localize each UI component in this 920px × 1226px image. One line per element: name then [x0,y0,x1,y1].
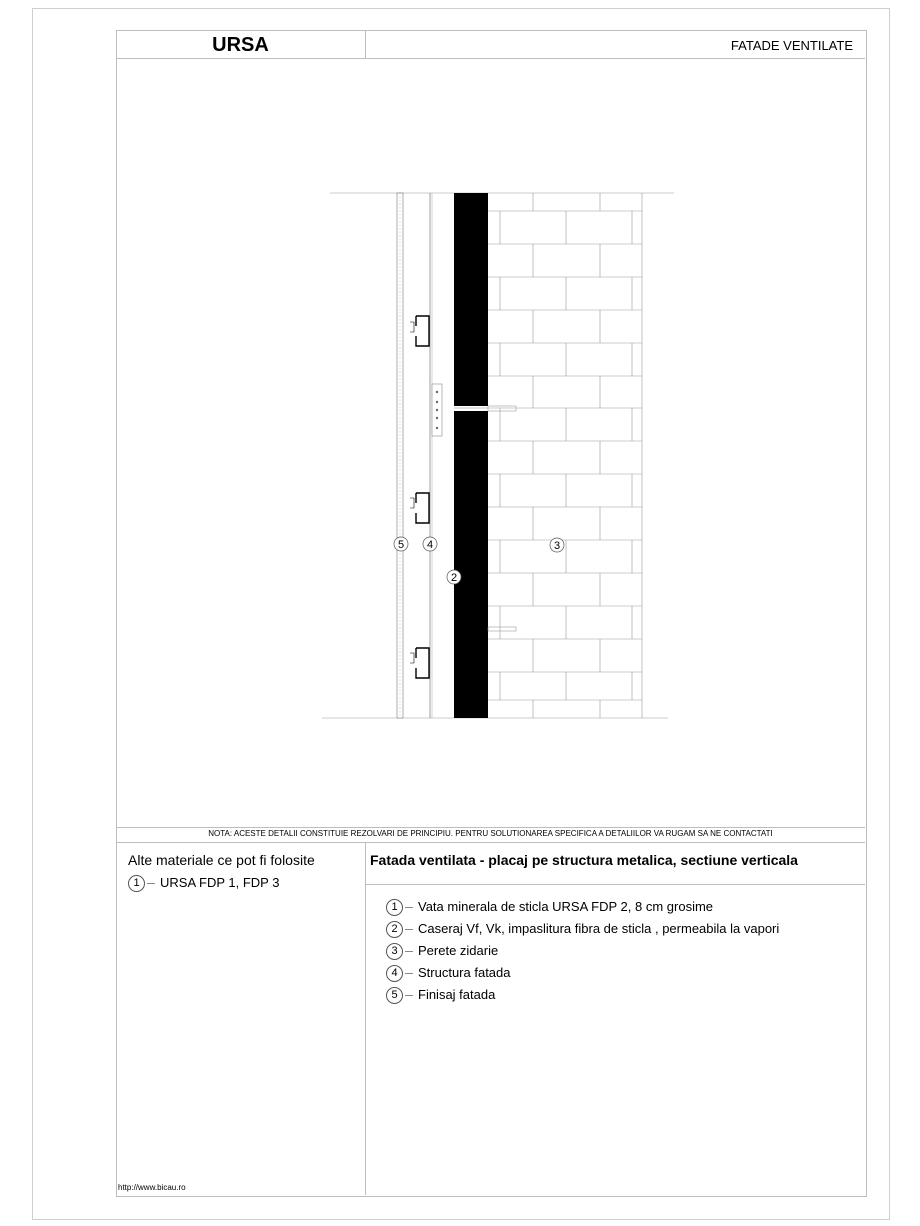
legend-item-1 [386,899,713,916]
note-bottom-divider [116,842,865,843]
legend-number: 3 [386,943,403,960]
bracket-top [410,316,429,346]
alt-material-text: URSA FDP 1, FDP 3 [160,875,280,890]
detail-title: Fatada ventilata - placaj pe structura metalica, sectiune verticala [370,852,798,868]
legend-text: Finisaj fatada [418,987,496,1002]
legend-number: 5 [386,987,403,1004]
legend-text: Vata minerala de sticla URSA FDP 2, 8 cm grosime [418,899,714,914]
masonry-wall [488,193,642,718]
footer-url[interactable]: http://www.bicau.ro [118,1183,186,1192]
legend-number: 2 [386,921,403,938]
callout-4-text: 4 [426,539,434,551]
legend-item-5 [386,987,495,1004]
bracket-middle [410,493,429,523]
lower-column-divider [365,842,366,1195]
drawing-category: FATADE VENTILATE [730,38,853,53]
alt-material-item [128,875,279,892]
mineral-wool-insulation [454,193,488,718]
disclaimer-note: NOTA: ACESTE DETALII CONSTITUIE REZOLVARI DE PRINCIPIU. PENTRU SOLUTIONAREA SPECIFICA A DETALIILOR VA RUGAM SA NE CONTACTATI [208,829,773,838]
legend-number: 4 [386,965,403,982]
callout-4 [423,537,437,551]
legend-item-2 [386,921,779,938]
bracket-bottom [410,648,429,678]
legend-text: Caseraj Vf, Vk, impaslitura fibra de sticla , permeabila la vapori [418,921,780,936]
callout-5-text: 5 [397,539,405,551]
brand-logo-text: URSA [116,30,366,58]
callout-3-text: 3 [553,540,561,552]
legend-item-3 [386,943,498,960]
legend-number: 1 [386,899,403,916]
callout-5 [394,537,408,551]
legend-text: Perete zidarie [418,943,499,958]
alt-materials-title: Alte materiale ce pot fi folosite [128,852,315,868]
anchor-gap [454,406,488,411]
detail-title-divider [366,884,865,885]
legend-item-4 [386,965,511,982]
legend-text: Structura fatada [418,965,511,980]
callout-3 [550,538,564,552]
wall-anchor [488,406,516,411]
callout-2 [447,570,461,584]
wall-anchor-lower [488,627,516,631]
alt-material-number: 1 [128,875,145,892]
callout-2-text: 2 [450,572,458,584]
